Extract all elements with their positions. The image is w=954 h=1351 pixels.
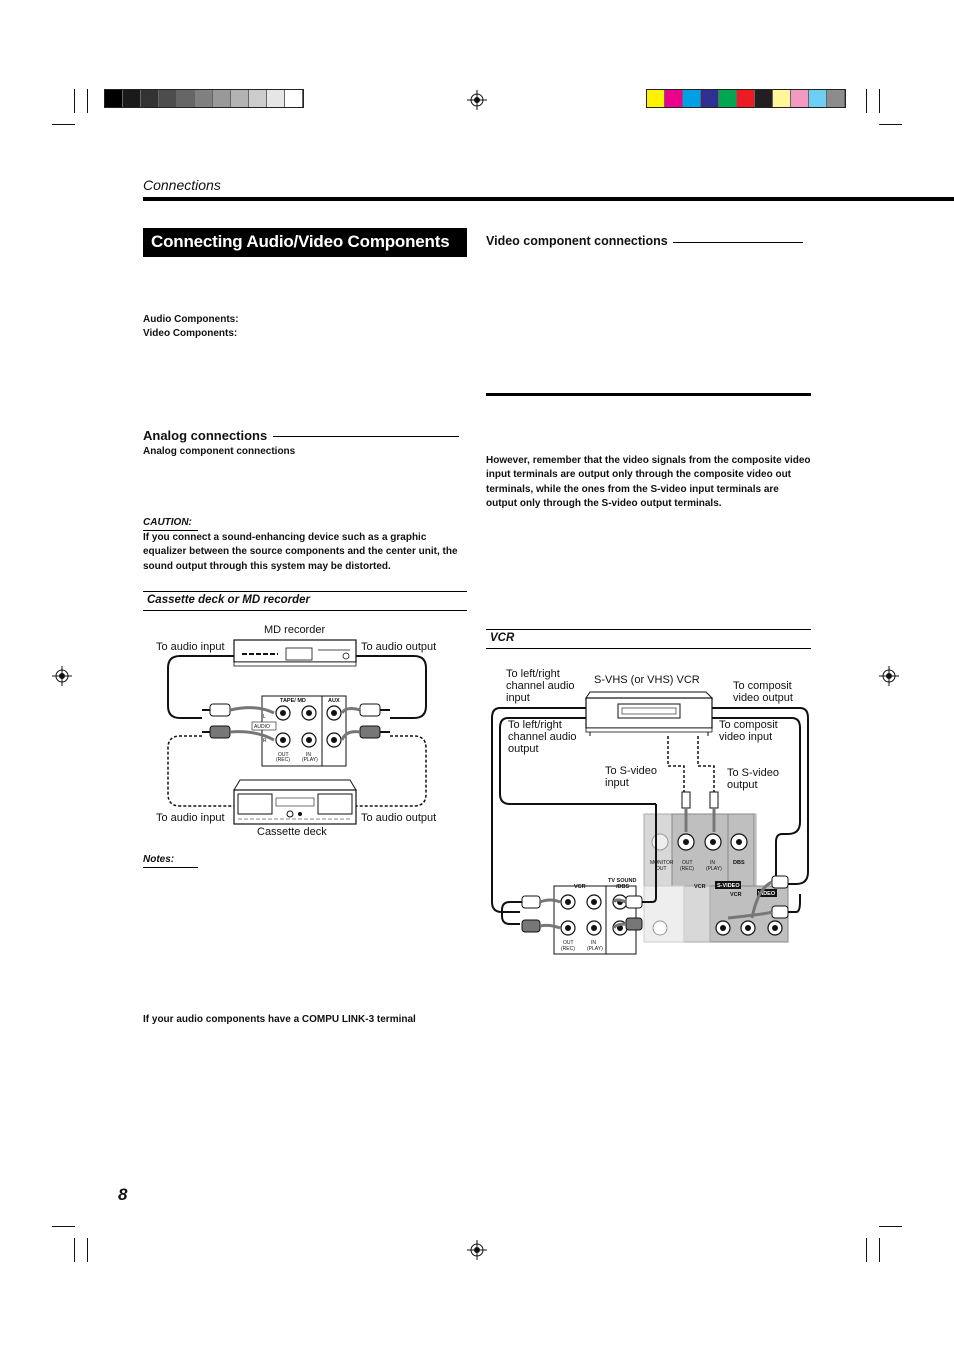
vcr-caption: VCR: [486, 629, 811, 649]
out-label: OUT: [682, 860, 693, 866]
lr-input-line1: To left/right: [506, 668, 560, 680]
monitor-out2: OUT: [656, 866, 667, 872]
dbs-label: /DBS: [616, 884, 630, 890]
page-number: 8: [118, 1185, 128, 1204]
registration-target-icon: [879, 666, 899, 686]
gray-swatch: [213, 90, 231, 107]
lr-input-line3: input: [506, 692, 530, 704]
notes-label: Notes:: [143, 854, 175, 865]
color-swatch: [755, 90, 773, 107]
in-play-label: (PLAY): [706, 866, 722, 872]
svideo-input-line1: To S-video: [605, 765, 657, 777]
md-recorder-icon: [234, 640, 356, 666]
heading-rule: [273, 436, 459, 437]
lr-output-line1: To left/right: [508, 719, 562, 731]
crop-mark: [866, 89, 867, 113]
color-swatch: [791, 90, 809, 107]
l-label: L: [263, 714, 266, 720]
header-rule: [143, 197, 954, 201]
tv-sound-label: TV SOUND: [608, 878, 637, 884]
color-swatch: [737, 90, 755, 107]
crop-mark: [52, 1226, 75, 1227]
lr-output-line2: channel audio: [508, 731, 577, 743]
to-audio-input-bottom: To audio input: [156, 812, 225, 824]
color-bar: [646, 89, 846, 108]
crop-mark: [74, 1238, 75, 1262]
cassette-deck-icon: [234, 780, 356, 824]
color-swatch: [683, 90, 701, 107]
audio-components-label: Audio Components:: [143, 314, 239, 325]
gray-swatch: [159, 90, 177, 107]
svideo-output-line2: output: [727, 779, 758, 791]
out-rec-label: (REC): [276, 757, 290, 763]
color-swatch: [701, 90, 719, 107]
composit-input-line1: To composit: [719, 719, 778, 731]
md-recorder-label: MD recorder: [264, 624, 326, 636]
r-label: R: [263, 738, 267, 744]
gray-swatch: [195, 90, 213, 107]
analog-subheading: Analog component connections: [143, 446, 296, 457]
analog-connections-heading: Analog connections: [143, 428, 268, 443]
crop-mark: [87, 1238, 88, 1262]
crop-mark: [879, 1226, 902, 1227]
video-connections-heading: Video component connections: [486, 234, 668, 248]
in-label: IN: [306, 752, 311, 758]
vcr-label2: VCR: [730, 892, 742, 898]
page-title: Connecting Audio/Video Components: [143, 228, 467, 257]
audio-tag: AUDIO: [254, 724, 270, 730]
crop-mark: [879, 1238, 880, 1262]
to-audio-input-top: To audio input: [156, 641, 225, 653]
gray-swatch: [267, 90, 285, 107]
dbs2-label: DBS: [733, 860, 745, 866]
however-text: However, remember that the video signals from the composite video input terminals are output only through the composite video out terminals, while the ones from the S-video input terminals are output only through the S-video output terminals.: [486, 455, 811, 510]
caution-label: CAUTION:: [143, 517, 192, 528]
composit-output-line1: To composit: [733, 680, 792, 692]
crop-mark: [879, 124, 902, 125]
video-tag: VIDEO: [758, 891, 776, 897]
vcr-small-label: VCR: [694, 884, 706, 890]
caution-text: If you connect a sound-enhancing device such as a graphic equalizer between the source components and the center unit, the sound output through this system may be distorted.: [143, 532, 458, 572]
section-rule: [486, 393, 811, 396]
color-swatch: [665, 90, 683, 107]
video-components-label: Video Components:: [143, 328, 238, 339]
to-audio-output-top: To audio output: [361, 641, 437, 653]
section-label: Connections: [143, 177, 221, 193]
crop-mark: [52, 124, 75, 125]
gray-swatch: [141, 90, 159, 107]
color-swatch: [647, 90, 665, 107]
cassette-caption: Cassette deck or MD recorder: [143, 591, 467, 611]
cassette-deck-label: Cassette deck: [257, 826, 327, 838]
registration-target-icon: [467, 90, 487, 110]
gray-swatch: [177, 90, 195, 107]
grayscale-bar: [104, 89, 304, 108]
lr-input-line2: channel audio: [506, 680, 575, 692]
out-label2: OUT: [563, 940, 574, 946]
gray-swatch: [123, 90, 141, 107]
color-swatch: [827, 90, 845, 107]
gray-swatch: [285, 90, 303, 107]
out-rec-label2: (REC): [561, 946, 575, 952]
crop-mark: [74, 89, 75, 113]
color-swatch: [719, 90, 737, 107]
in-play-label: (PLAY): [302, 757, 318, 763]
composit-input-line2: video input: [719, 731, 773, 743]
lr-output-line3: output: [508, 743, 539, 755]
in-play-label2: (PLAY): [587, 946, 603, 952]
vcr-icon: [586, 692, 712, 736]
out-label: OUT: [278, 752, 289, 758]
tape-md-label: TAPE/ MD: [280, 698, 306, 704]
notes-underline: [143, 867, 198, 868]
to-audio-output-bottom: To audio output: [361, 812, 437, 824]
audio-connection-diagram: [150, 618, 450, 840]
composit-output-line2: video output: [733, 692, 793, 704]
out-rec-label: (REC): [680, 866, 694, 872]
gray-swatch: [105, 90, 123, 107]
svideo-input-line2: input: [605, 777, 629, 789]
registration-target-icon: [467, 1240, 487, 1260]
compulink-text: If your audio components have a COMPU LINK-3 terminal: [143, 1014, 416, 1025]
color-swatch: [773, 90, 791, 107]
vcr-name: S-VHS (or VHS) VCR: [594, 674, 700, 686]
heading-rule: [673, 242, 803, 243]
video-connection-diagram: [486, 662, 812, 958]
gray-swatch: [249, 90, 267, 107]
in-label2: IN: [591, 940, 596, 946]
crop-mark: [87, 89, 88, 113]
svideo-output-line1: To S-video: [727, 767, 779, 779]
aux-label: AUX: [328, 698, 340, 704]
crop-mark: [866, 1238, 867, 1262]
svideo-tag: S-VIDEO: [717, 883, 740, 889]
monitor-out: MONITOR: [650, 860, 674, 866]
registration-target-icon: [52, 666, 72, 686]
color-swatch: [809, 90, 827, 107]
gray-swatch: [231, 90, 249, 107]
in-label: IN: [710, 860, 715, 866]
vcr-terminal-label: VCR: [574, 884, 586, 890]
crop-mark: [879, 89, 880, 113]
